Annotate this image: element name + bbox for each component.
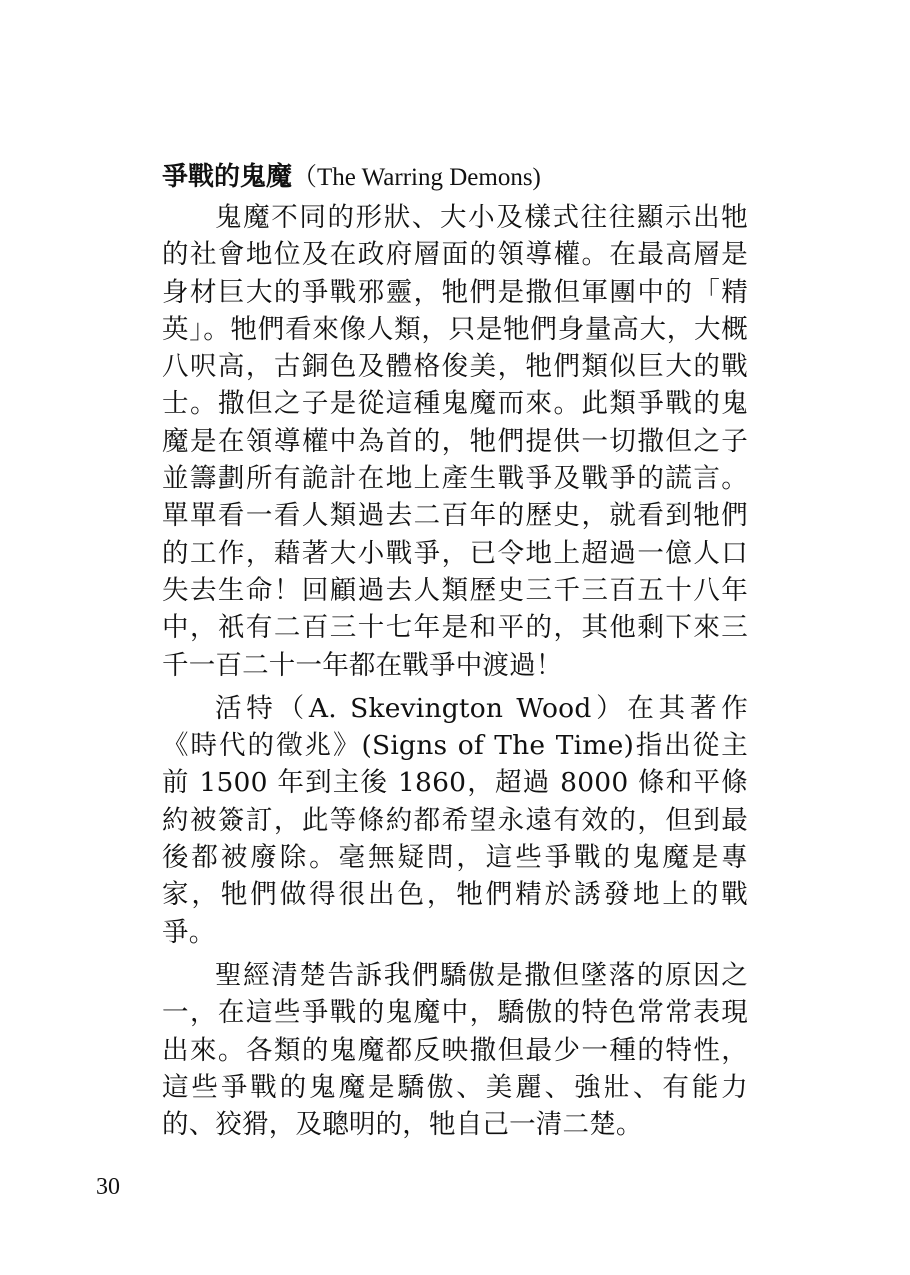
paragraph-peace-treaties: 活特（A. Skevington Wood）在其著作《時代的徵兆》(Signs of The Time)指出從主前 1500 年到主後 1860，超過 8000 條和平條約被簽訂，此等條約都希望永遠有效的，但到最後都被廢除。毫無疑問，這些爭戰的鬼魔是專家，牠們做得很出色，牠們精於誘發地上的戰爭。 (162, 692, 748, 948)
section-title-english: （The Warring Demons) (292, 164, 541, 191)
paragraph-pride-of-satan: 聖經清楚告訴我們驕傲是撒但墜落的原因之一，在這些爭戰的鬼魔中，驕傲的特色常常表現出來。各類的鬼魔都反映撒但最少一種的特性，這些爭戰的鬼魔是驕傲、美麗、強壯、有能力的、狡猾，及聰明的，牠自己一清二楚。 (162, 959, 748, 1141)
page-number: 30 (96, 1174, 120, 1200)
page-content (162, 158, 748, 1149)
section-title-chinese: 爭戰的鬼魔 (162, 162, 293, 192)
paragraph-warring-demons-hierarchy: 鬼魔不同的形狀、大小及樣式往往顯示出牠的社會地位及在政府層面的領導權。在最高層是身材巨大的爭戰邪靈，牠們是撒但軍團中的「精英」。牠們看來像人類，只是牠們身量高大，大概八呎高，古銅色及體格俊美，牠們類似巨大的戰士。撒但之子是從這種鬼魔而來。此類爭戰的鬼魔是在領導權中為首的，牠們提供一切撒但之子並籌劃所有詭計在地上產生戰爭及戰爭的謊言。單單看一看人類過去二百年的歷史，就看到牠們的工作，藉著大小戰爭，已令地上超過一億人口失去生命！回顧過去人類歷史三千三百五十八年中，祇有二百三十七年是和平的，其他剩下來三千一百二十一年都在戰爭中渡過！ (162, 202, 748, 681)
section-heading (162, 158, 748, 197)
